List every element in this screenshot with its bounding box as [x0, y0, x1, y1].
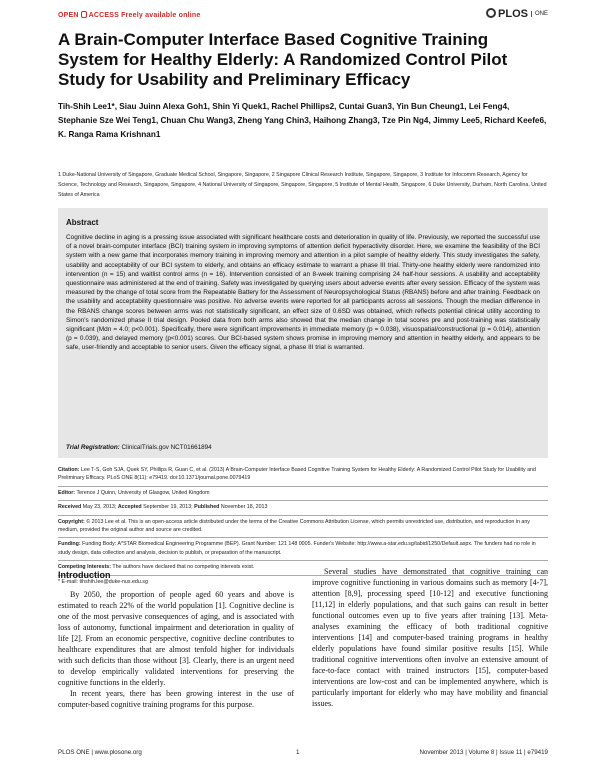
- dates: Received May 23, 2013; Accepted September 19, 2013; Published November 18, 2013: [58, 501, 548, 515]
- body-column-right: [312, 566, 548, 709]
- email-link[interactable]: tihshih.lee@duke-nus.edu.sg: [79, 578, 148, 585]
- journal-header: [58, 8, 548, 24]
- affiliations: 1 Duke-National University of Singapore, Graduate Medical School, Singapore, Singapore, 2 Singapore Clinical Research Institute, Singapore, Singapore, 3 Institute for Infocomm Research, Agency for Science, Technology and Research, Singapore, Singapore, 4 National University of Singapore, Singapore, Singapore, 5 Institute of Mental Health, Singapore, 6 Duke University, Durham, North Carolina, United States of America: [58, 172, 547, 198]
- funding: Funding: Funding Body: A*STAR Biomedical Engineering Programme (BEP). Grant Number: 121 148 0005. Funder's Website: http://www.a-star.edu.sg/tabid/1250/Default.aspx. The funders had no role in study design, data collection and analysis, decision to publish, or preparation of the manuscript.: [58, 538, 548, 561]
- competing-interests: Competing Interests: The authors have declared that no competing interests exist.: [58, 561, 548, 575]
- citation: Citation: Lee T-S, Goh SJA, Quek SY, Phillips R, Guan C, et al. (2013) A Brain-Computer Interface Based Cognitive Training System for Healthy Elderly: A Randomized Control Pilot Study for Usability and Preliminary Efficacy. PLoS ONE 8(11): e79419. doi:10.1371/journal.pone.0079419: [58, 464, 548, 487]
- editor: Editor: Terence J Quinn, University of Glasgow, United Kingdom: [58, 487, 548, 501]
- abstract-text: Cognitive decline in aging is a pressing issue associated with significant healthcare costs and deterioration in quality of life. Previously, we reported the successful use of a novel brain-computer interface (BCI) training system in improving symptoms of attention deficit hyperactivity disorder. Here, we examine the feasibility of the BCI system with a new game that incorporates memory training in improving memory and attention in a pilot sample of healthy elderly. This study investigates the safety, usability and acceptability of our BCI system to elderly, and obtains an efficacy estimate to warrant a phase III trial. Thirty-one healthy elderly were randomized into intervention (n = 15) and waitlist control arms (n = 16). Intervention consisted of an 8-week training comprising 24 half-hour sessions. A usability and acceptability questionnaire was administered at the end of training. Safety was investigated by querying users about adverse events after every session. Efficacy of the system was measured by the change of total score from the Repeatable Battery for the Assessment of Neuropsychological Status (RBANS) before and after training. Feedback on the usability and acceptability questionnaire was positive. No adverse events were reported for all participants across all sessions. Though the median difference in the RBANS change scores between arms was not statistically significant, an effect size of 0.6SD was obtained, which reflects potential clinical utility according to Simon's randomized phase II trial design. Pooled data from both arms also showed that the median change in total scores pre and post-training was statistically significant (Mdn = 4.0; p<0.001). Specifically, there were significant improvements in immediate memory (p = 0.038), visuospatial/constructional (p = 0.014), attention (p = 0.039), and delayed memory (p<0.001) scores. Our BCI-based system shows promise in improving memory and attention in healthy elderly, and appears to be safe, user-friendly and acceptable to senior users. Given the efficacy signal, a phase III trial is warranted.: [66, 234, 540, 352]
- plos-logo-icon: [486, 8, 496, 18]
- introduction-heading: Introduction: [58, 570, 111, 580]
- trial-registration: Trial Registration: ClinicalTrials.gov NCT01661894: [66, 444, 212, 451]
- page-number: 1: [296, 749, 300, 756]
- abstract-box: [58, 208, 548, 458]
- footer-journal: PLOS ONE | www.plosone.org: [58, 749, 142, 756]
- body-column-left: [58, 589, 294, 710]
- abstract-heading: Abstract: [66, 218, 99, 227]
- email: * E-mail: tihshih.lee@duke-nus.edu.sg: [58, 578, 148, 585]
- intro-paragraph: By 2050, the proportion of people aged 60 years and above is estimated to reach 22% of the world population [1]. Cognitive decline is one of the most pervasive consequences of aging, and is associated with loss of autonomy, functional impairment and deterioration in quality of life [2]. From an economic perspective, cognitive decline contributes to healthcare expenditures that are almost tenfold higher for individuals with such deficits than those without [3]. Clearly, there is an urgent need to develop empirically validated interventions for preserving the cognitive functions in the elderly.: [58, 590, 294, 687]
- open-lock-icon: [81, 11, 87, 18]
- footer-issue: November 2013 | Volume 8 | Issue 11 | e79419: [419, 749, 548, 756]
- intro-paragraph: Several studies have demonstrated that cognitive training can improve cognitive functioning in various domains such as memory [4-7], attention [8,9], processing speed [10-12] and executive functioning [11,12] in elderly populations, and that such gains can result in better functional outcomes even up to five years after training [13]. Meta-analyses examining the efficacy of both traditional cognitive interventions [14] and computer-based training programs in healthy elderly populations have found similar positive results [15]. While traditional cognitive interventions often involve an extensive amount of face-to-face contact with trained instructors [15], computer-based interventions are low-cost and can be implemented anywhere, which is particularly important for elderly who may have mobility and financial issues.: [312, 567, 548, 708]
- intro-paragraph: In recent years, there has been growing interest in the use of computer-based cognitive training programs for this purpose.: [58, 689, 294, 709]
- plos-one-logo: PLOS ONE: [486, 8, 548, 20]
- article-title: A Brain-Computer Interface Based Cognitive Training System for Healthy Elderly: A Randomized Control Pilot Study for Usability and Preliminary Efficacy: [58, 30, 508, 89]
- copyright: Copyright: © 2013 Lee et al. This is an open-access article distributed under the terms of the Creative Commons Attribution License, which permits unrestricted use, distribution, and reproduction in any medium, provided the original author and source are credited.: [58, 516, 548, 539]
- open-access-banner: OPEN ACCESS Freely available online: [58, 12, 201, 19]
- author-list: Tih-Shih Lee1*, Siau Juinn Alexa Goh1, Shin Yi Quek1, Rachel Phillips2, Cuntai Guan3, Yin Bun Cheung1, Lei Feng4, Stephanie Sze Wei Teng1, Chuan Chu Wang3, Zheng Yang Chin3, Haihong Zhang3, Tze Pin Ng4, Jimmy Lee5, Richard Keefe6, K. Ranga Rama Krishnan1: [58, 102, 547, 139]
